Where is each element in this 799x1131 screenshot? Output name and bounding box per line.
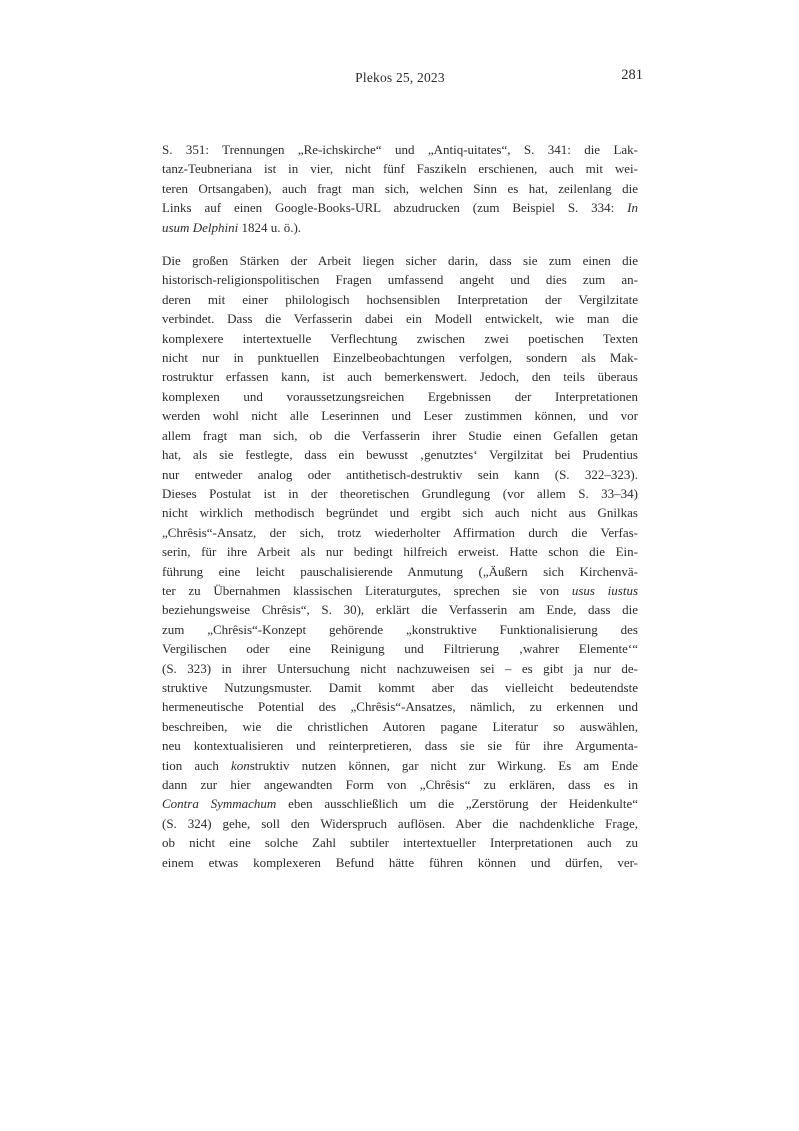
text-span: hat, als sie festlegte, dass ein bewusst ‚genutztes‘ Vergilzitat bei Prudentius — [162, 447, 638, 463]
text-span: S. 351: Trennungen „Re-ichskirche“ und „Antiq-uitates“, S. 341: die Lak- — [162, 142, 638, 157]
text-span: zum „Chrêsis“-Konzept gehörende „konstruktive Funktionalisierung des — [162, 621, 638, 637]
text-line — [162, 179, 638, 198]
text-line — [162, 387, 638, 406]
text-line — [162, 756, 638, 775]
text-span: nicht wirklich methodisch begründet und ergibt sich auch nicht aus Gnilkas — [162, 505, 638, 521]
text-span: verbindet. Dass die Verfasserin dabei ein Modell entwickelt, wie man die — [162, 311, 638, 327]
text-span-italic: usum Delphini — [162, 219, 239, 235]
paragraph — [162, 140, 638, 237]
text-line — [162, 329, 638, 348]
text-line — [162, 794, 638, 813]
text-line — [162, 309, 638, 328]
text-line — [162, 140, 638, 159]
text-span: Dieses Postulat ist in der theoretischen Grundlegung (vor allem S. 33–34) — [162, 485, 638, 501]
text-line — [162, 465, 638, 484]
text-span: teren Ortsangaben), auch fragt man sich, welchen Sinn es hat, zeilenlang die — [162, 180, 638, 196]
text-line — [162, 833, 638, 852]
text-span: tion auch — [162, 757, 231, 773]
text-line — [162, 620, 638, 639]
text-span-italic: usus iustus — [571, 582, 638, 598]
text-line — [162, 523, 638, 542]
text-line — [162, 678, 638, 697]
text-line — [162, 600, 638, 619]
text-line — [162, 503, 638, 522]
text-span-italic: Contra Symmachum — [162, 796, 277, 812]
text-span: Die großen Stärken der Arbeit liegen sicher darin, dass sie zum einen die — [162, 253, 638, 269]
text-span: Vergilischen oder eine Reinigung und Filtrierung ‚wahrer Elemente‘“ — [162, 641, 638, 657]
text-span: nicht nur in punktuellen Einzelbeobachtungen verfolgen, sondern als Mak- — [162, 350, 638, 366]
text-span: struktiv nutzen können, gar nicht zur Wirkung. Es am Ende — [249, 757, 639, 773]
text-line — [162, 270, 638, 289]
text-line — [162, 717, 638, 736]
text-span: 1824 u. ö.). — [238, 219, 302, 235]
text-span: beschreiben, wie die christlichen Autoren pagane Literatur so auswählen, — [162, 718, 638, 734]
text-line — [162, 445, 638, 464]
text-line — [162, 542, 638, 561]
text-span: beziehungsweise Chrêsis“, S. 30), erklärt die Verfasserin am Ende, dass die — [162, 602, 638, 618]
text-span: ter zu Übernahmen klassischen Literaturgutes, sprechen sie von — [162, 582, 572, 598]
text-line — [162, 581, 638, 600]
text-span: nur entweder analog oder antithetisch-destruktiv sein kann (S. 322–323). — [162, 466, 638, 482]
text-span: eben ausschließlich um die „Zerstörung der Heidenkulte“ — [276, 796, 638, 812]
text-line — [162, 639, 638, 658]
text-line — [162, 736, 638, 755]
text-span: tanz-Teubneriana ist in vier, nicht fünf Faszikeln erschienen, auch mit wei- — [162, 161, 638, 177]
text-span: einem etwas komplexeren Befund hätte führen können und dürfen, ver- — [162, 854, 638, 870]
text-span: (S. 323) in ihrer Untersuchung nicht nachzuweisen sei – es gibt ja nur de- — [162, 660, 638, 676]
text-span-italic: kon — [230, 757, 250, 773]
text-span: komplexen und voraussetzungsreichen Ergebnissen der Interpretationen — [162, 388, 638, 404]
text-span-italic: In — [627, 200, 638, 216]
text-line — [162, 775, 638, 794]
text-line — [162, 814, 638, 833]
text-span: allem fragt man sich, ob die Verfasserin ihrer Studie einen Gefallen getan — [162, 427, 638, 443]
text-span: werden wohl nicht alle Leserinnen und Leser zustimmen können, und vor — [162, 408, 638, 424]
text-line — [162, 348, 638, 367]
text-line — [162, 367, 638, 386]
text-span: neu kontextualisieren und reinterpretieren, dass sie sie für ihre Argumenta- — [162, 738, 638, 754]
text-span: komplexere intertextuelle Verflechtung zwischen zwei poetischen Texten — [162, 330, 638, 346]
text-line — [162, 697, 638, 716]
text-line — [162, 198, 638, 217]
text-line — [162, 659, 638, 678]
text-line — [162, 853, 638, 872]
text-span: Links auf einen Google-Books-URL abzudrucken (zum Beispiel S. 334: — [162, 200, 628, 216]
text-line — [162, 406, 638, 425]
text-span: (S. 324) gehe, soll den Widerspruch auflösen. Aber die nachdenkliche Frage, — [162, 815, 638, 831]
text-span: ob nicht eine solche Zahl subtiler intertextueller Interpretationen auch zu — [162, 835, 638, 851]
text-span: dann zur hier angewandten Form von „Chrêsis“ zu erklären, dass es in — [162, 777, 638, 792]
text-line — [162, 426, 638, 445]
text-span: „Chrêsis“-Ansatz, der sich, trotz wiederholter Affirmation durch die Verfas- — [162, 524, 638, 540]
paragraph — [162, 251, 638, 872]
text-span: historisch-religionspolitischen Fragen umfassend angeht und dies zum an- — [162, 272, 638, 288]
text-line — [162, 290, 638, 309]
text-span: hermeneutische Potential des „Chrêsis“-Ansatzes, nämlich, zu erkennen und — [162, 699, 638, 715]
text-line — [162, 562, 638, 581]
page-number: 281 — [621, 67, 643, 83]
text-block — [162, 140, 638, 872]
text-span: rostruktur erfassen kann, ist auch bemerkenswert. Jedoch, den teils überaus — [162, 369, 638, 385]
text-line — [162, 218, 638, 237]
journal-title: Plekos 25, 2023 — [355, 70, 445, 85]
text-line — [162, 159, 638, 178]
text-span: serin, für ihre Arbeit als nur bedingt hilfreich erweist. Hatte schon die Ein- — [162, 544, 638, 560]
running-header — [162, 67, 643, 89]
text-line — [162, 251, 638, 270]
text-span: führung eine leicht pauschalisierende Anmutung („Äußern sich Kirchenvä- — [162, 563, 638, 579]
text-span: struktive Nutzungsmuster. Damit kommt aber das vielleicht bedeutendste — [162, 679, 638, 695]
text-line — [162, 484, 638, 503]
text-span: deren mit einer philologisch hochsensiblen Interpretation der Vergilzitate — [162, 291, 638, 307]
